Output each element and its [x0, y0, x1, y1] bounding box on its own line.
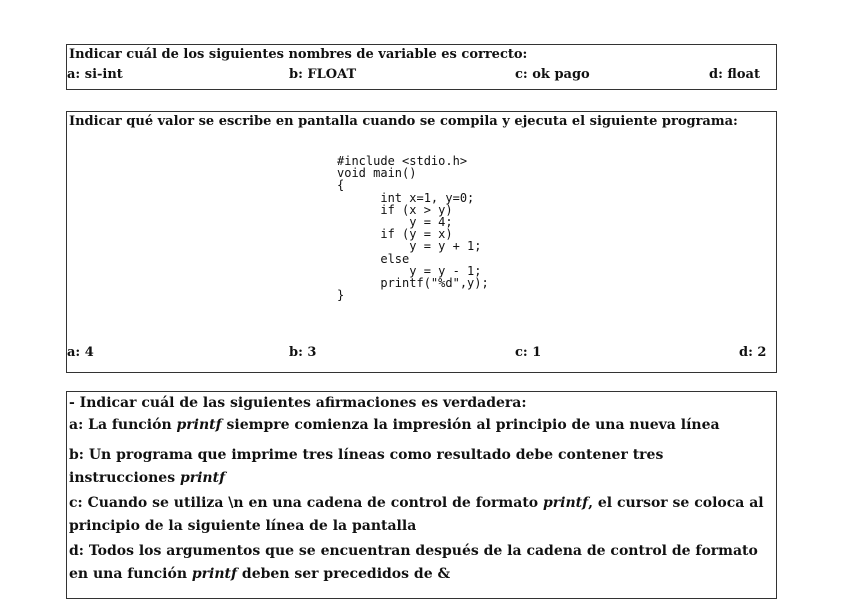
question-3-option-b[interactable]: b: Un programa que imprime tres líneas como resultado debe contener tres instrucciones printf — [69, 447, 664, 486]
question-1-box — [66, 44, 777, 90]
question-3-option-a[interactable]: a: La función printf siempre comienza la impresión al principio de una nueva línea — [69, 417, 720, 433]
question-3-stem: - Indicar cuál de las siguientes afirmaciones es verdadera: — [69, 395, 527, 411]
question-1-option-c[interactable]: c: ok pago — [515, 67, 590, 82]
question-3-option-c[interactable]: c: Cuando se utiliza \n en una cadena de control de formato printf, el cursor se coloca al principio de la siguiente línea de la pantalla — [69, 495, 764, 534]
question-3-box — [66, 391, 777, 599]
question-2-option-a[interactable]: a: 4 — [67, 345, 94, 360]
question-1-stem: Indicar cuál de los siguientes nombres de variable es correcto: — [69, 47, 528, 62]
question-3-option-d[interactable]: d: Todos los argumentos que se encuentran después de la cadena de control de formato en una función printf deben ser precedidos de & — [69, 543, 758, 582]
question-1-option-a[interactable]: a: si-int — [67, 67, 123, 82]
question-1-option-d[interactable]: d: float — [709, 67, 760, 82]
question-2-option-d[interactable]: d: 2 — [739, 345, 767, 360]
question-2-box — [66, 111, 777, 373]
question-2-option-b[interactable]: b: 3 — [289, 345, 317, 360]
question-2-option-c[interactable]: c: 1 — [515, 345, 542, 360]
code-listing: #include <stdio.h> void main() { int x=1, y=0; if (x > y) y = 4; if (y = x) y = y + 1; else y = y - 1; printf("%d",y); } — [337, 154, 489, 303]
question-1-option-b[interactable]: b: FLOAT — [289, 67, 357, 82]
question-2-stem: Indicar qué valor se escribe en pantalla cuando se compila y ejecuta el siguiente programa: — [69, 114, 738, 129]
